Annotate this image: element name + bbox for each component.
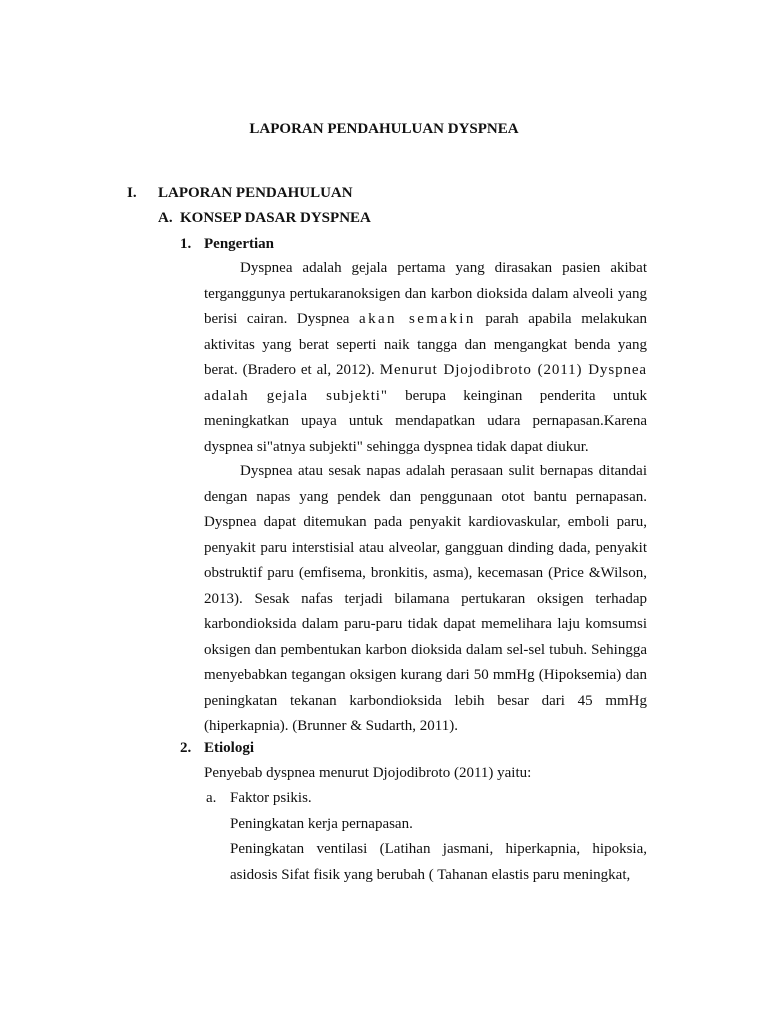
section-number: I. [127,185,137,201]
item-a-paragraph: Peningkatan ventilasi (Latihan jasmani, hiperkapnia, hipoksia, asidosis Sifat fisik yang berubah ( Tahanan elastis paru meningkat, [230,841,647,883]
subsection-label: Pengertian [204,236,274,252]
document-title: LAPORAN PENDAHULUAN DYSPNEA [249,121,519,137]
paragraph-pengertian-1: Dyspnea adalah gejala pertama yang dirasakan pasien akibat terganggunya pertukaranoksigen dan karbon dioksida dalam alveoli yang berisi cairan. Dyspnea akan semakin parah apabila melakukan aktivitas yang berat seperti naik tangga dan mengangkat benda yang berat. (Bradero et al, 2012). Menurut Djojodibroto (2011) Dyspnea adalah gejala subjekti" berupa keinginan penderita untuk meningkatkan upaya untuk mendapatkan udara pernapasan.Karena dyspnea si"atnya subjekti" sehingga dyspnea tidak dapat diukur. [204,260,647,455]
section-label: LAPORAN PENDAHULUAN [158,185,353,201]
list-marker: a. [206,790,217,806]
subsection-heading-pengertian [180,236,274,253]
list-item-a [206,790,312,807]
item-a-line-1: Peningkatan kerja pernapasan. [230,816,413,832]
paragraph-pengertian-2: Dyspnea atau sesak napas adalah perasaan sulit bernapas ditandai dengan napas yang pendek dan penggunaan otot bantu pernapasan. Dyspnea dapat ditemukan pada penyakit kardiovaskular, emboli paru, penyakit paru interstisial atau alveolar, gangguan dinding dada, penyakit obstruktif paru (emfisema, bronkitis, asma), kecemasan (Price &Wilson, 2013). Sesak nafas terjadi bilamana pertukaran oksigen terhadap karbondioksida dalam paru-paru tidak dapat memelihara laju komsumsi oksigen dan pembentukan karbon dioksida dalam sel-sel tubuh. Sehingga menyebabkan tegangan oksigen kurang dari 50 mmHg (Hipoksemia) dan peningkatan tekanan karbondioksida lebih besar dari 45 mmHg (hiperkapnia). (Brunner & Sudarth, 2011). [204,463,647,734]
subsection-number: 2. [180,740,192,756]
subsection-label: Etiologi [204,740,255,756]
etiologi-intro: Penyebab dyspnea menurut Djojodibroto (2011) yaitu: [204,765,532,781]
list-item-label: Faktor psikis. [230,790,312,806]
section-heading-i [127,185,353,202]
section-heading-a [158,210,371,227]
subsection-heading-etiologi [180,740,254,757]
subsection-number: 1. [180,236,192,252]
section-number: A. [158,210,173,226]
section-label: KONSEP DASAR DYSPNEA [180,210,371,226]
